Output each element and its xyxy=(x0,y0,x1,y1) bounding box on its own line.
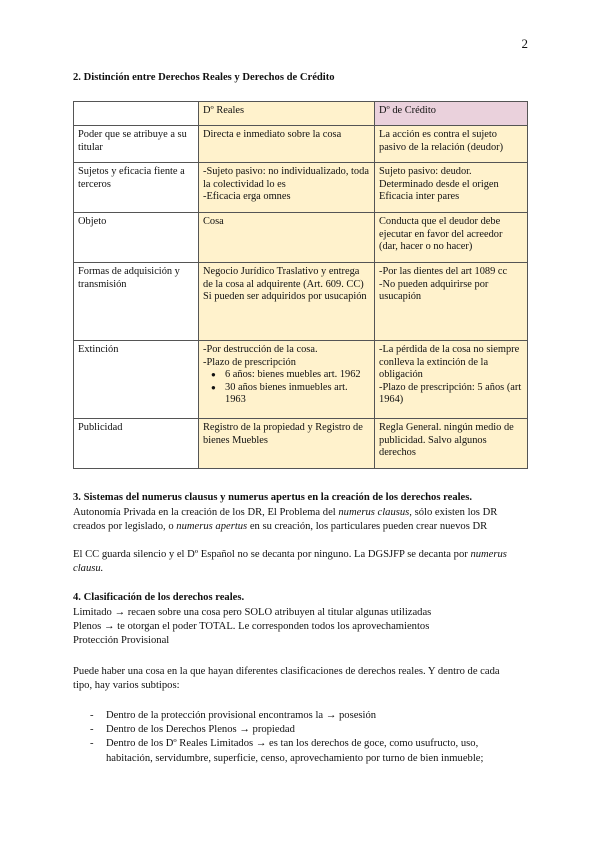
row-label: Publicidad xyxy=(74,419,199,469)
table-header-row xyxy=(74,102,528,126)
section-4-paragraph: Puede haber una cosa en la que hayan diferentes clasificaciones de derechos reales. Y dentro de cada tipo, hay varios subtipos: xyxy=(73,666,500,692)
table-row xyxy=(74,263,528,341)
credito-cell: Conducta que el deudor debe ejecutar en favor del acreedor (dar, hacer o no hacer) xyxy=(375,213,528,263)
list-item: - Dentro de los Dº Reales Limitados → es tan los derechos de goce, como usufructo, uso, xyxy=(90,738,479,750)
list-item: - Dentro de la protección provisional encontramos la → posesión xyxy=(90,710,377,721)
credito-cell: -La pérdida de la cosa no siempre conlleva la extinción de la obligación -Plazo de prescripción: 5 años (art 1964) xyxy=(375,341,528,419)
credito-cell: Regla General. ningún medio de publicidad. Salvo algunos derechos xyxy=(375,419,528,469)
real-cell: -Por destrucción de la cosa. -Plazo de prescripción ● 6 años: bienes muebles art. 1962 ● 30 años bienes inmuebles art. 1963 xyxy=(199,341,375,419)
real-cell: -Sujeto pasivo: no individualizado, toda la colectividad lo es -Eficacia erga omnes xyxy=(199,163,375,213)
credito-cell: -Por las dientes del art 1089 cc -No pueden adquirirse por usucapión xyxy=(375,263,528,341)
row-label: Extinción xyxy=(74,341,199,419)
credito-cell: La acción es contra el sujeto pasivo de la relación (deudor) xyxy=(375,126,528,163)
table-row xyxy=(74,126,528,163)
list-item: ● 30 años bienes inmuebles art. 1963 xyxy=(225,382,370,407)
comparison-table xyxy=(73,101,528,469)
credito-cell: Sujeto pasivo: deudor. Determinado desde el origen Eficacia inter pares xyxy=(375,163,528,213)
table-row xyxy=(74,341,528,419)
prescription-bullet-list xyxy=(203,369,370,407)
real-cell: Directa e inmediato sobre la cosa xyxy=(199,126,375,163)
section-3-heading: 3. Sistemas del numerus clausus y numerus apertus en la creación de los derechos reales. xyxy=(73,492,473,503)
classification-limitado: Limitado → recaen sobre una cosa pero SOLO atribuyen al titular algunas utilizadas xyxy=(73,607,432,618)
section-3-paragraph-1: Autonomía Privada en la creación de los DR, El Problema del numerus clausus, sólo existen los DR creados por legislado, o numerus apertus en su creación, los particulares pueden crear nuevos DR xyxy=(73,507,498,533)
list-item: ● 6 años: bienes muebles art. 1962 xyxy=(225,369,370,382)
list-item-continuation: habitación, servidumbre, superficie, censo, aprovechamiento por turno de bien inmueble; xyxy=(106,752,484,764)
row-label: Poder que se atribuye a su titular xyxy=(74,126,199,163)
row-label: Objeto xyxy=(74,213,199,263)
table-row xyxy=(74,419,528,469)
section-2-heading: 2. Distinción entre Derechos Reales y Derechos de Crédito xyxy=(73,72,335,83)
real-cell: Negocio Jurídico Traslativo y entrega de la cosa al adquirente (Art. 609. CC) Si pueden ser adquiridos por usucapión xyxy=(199,263,375,341)
header-empty-cell xyxy=(74,102,199,126)
page-number: 2 xyxy=(521,36,528,51)
real-cell: Registro de la propiedad y Registro de bienes Muebles xyxy=(199,419,375,469)
classification-plenos: Plenos → te otorgan el poder TOTAL. Le corresponden todos los aprovechamientos xyxy=(73,621,430,633)
header-derechos-credito: Dº de Crédito xyxy=(375,102,528,126)
classification-proteccion: Protección Provisional xyxy=(73,635,170,647)
row-label: Sujetos y eficacia fiente a terceros xyxy=(74,163,199,213)
subtypes-dash-list xyxy=(73,709,533,766)
row-label: Formas de adquisición y transmisión xyxy=(74,263,199,341)
section-4-heading: 4. Clasificación de los derechos reales. xyxy=(73,592,245,603)
header-derechos-reales: Dº Reales xyxy=(199,102,375,126)
list-item: - Dentro de los Derechos Plenos → propiedad xyxy=(90,724,295,736)
real-cell: Cosa xyxy=(199,213,375,263)
classification-lines xyxy=(73,606,533,649)
table-row xyxy=(74,163,528,213)
table-row xyxy=(74,213,528,263)
section-3-paragraph-2: El CC guarda silencio y el Dº Español no se decanta por ninguno. La DGSJFP se decanta por numerus clausu. xyxy=(73,549,507,575)
